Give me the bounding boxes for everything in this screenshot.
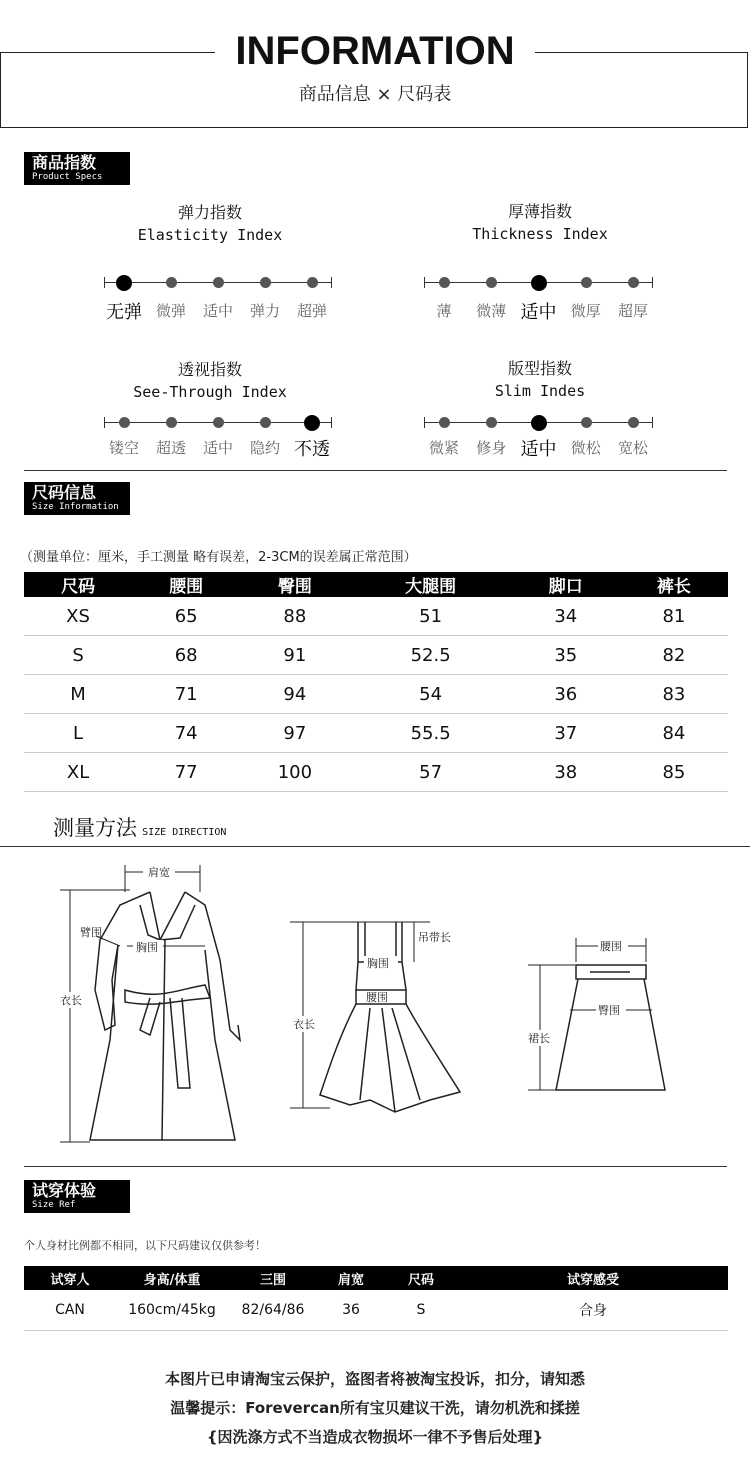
scale-label: 超厚 bbox=[617, 302, 648, 320]
scale-dot bbox=[439, 277, 450, 288]
size-cell: 88 bbox=[240, 597, 349, 636]
scale-dot-selected bbox=[531, 415, 547, 431]
scale-label: 无弹 bbox=[106, 302, 142, 323]
dress-illustration bbox=[320, 922, 460, 1112]
specs-tag-en: Product Specs bbox=[32, 172, 103, 182]
size-cell: 36 bbox=[512, 675, 620, 714]
size-cell: 94 bbox=[240, 675, 349, 714]
size-header-cell: 大腿围 bbox=[350, 572, 512, 597]
footer-line-1: 本图片已申请淘宝云保护，盗图者将被淘宝投诉，扣分，请知悉 bbox=[164, 1370, 585, 1388]
size-header-cell: 尺码 bbox=[24, 572, 132, 597]
index-title-en: See-Through Index bbox=[133, 383, 287, 401]
size-cell: XS bbox=[24, 597, 132, 636]
size-cell: 71 bbox=[132, 675, 240, 714]
scale-dot-selected bbox=[116, 275, 132, 291]
size-note: （测量单位：厘米，手工测量 略有误差，2-3CM的误差属正常范围） bbox=[20, 550, 417, 565]
page-subtitle: 商品信息 × 尺码表 bbox=[298, 84, 452, 105]
scale-dot bbox=[628, 277, 639, 288]
size-cell: 54 bbox=[350, 675, 512, 714]
method-title-en: SIZE DIRECTION bbox=[142, 827, 227, 838]
scale-dot bbox=[260, 277, 271, 288]
size-cell: XL bbox=[24, 753, 132, 792]
scale-label: 镂空 bbox=[108, 439, 139, 457]
size-tag-en: Size Information bbox=[32, 502, 119, 512]
scale-dot bbox=[119, 417, 130, 428]
index-title: 版型指数 bbox=[507, 359, 572, 378]
size-cell: 52.5 bbox=[350, 636, 512, 675]
size-cell: 38 bbox=[512, 753, 620, 792]
index-title: 厚薄指数 bbox=[507, 202, 572, 221]
tryon-table bbox=[24, 1266, 728, 1331]
footer-line-3: {因洗涤方式不当造成衣物损坏一律不予售后处理} bbox=[206, 1428, 544, 1446]
scale-label: 弹力 bbox=[249, 302, 280, 320]
scale-dot bbox=[213, 277, 224, 288]
size-cell: 35 bbox=[512, 636, 620, 675]
table-row bbox=[24, 714, 728, 753]
scale-label: 微紧 bbox=[428, 439, 459, 457]
measurement-diagram bbox=[0, 850, 750, 1160]
tryon-header-cell: 肩宽 bbox=[318, 1266, 384, 1290]
scale-label: 微松 bbox=[570, 439, 601, 457]
size-cell: 84 bbox=[620, 714, 728, 753]
label-dress-strap: 吊带长 bbox=[418, 931, 451, 944]
scale-dot bbox=[581, 277, 592, 288]
scale-dot bbox=[166, 277, 177, 288]
scale-label: 宽松 bbox=[617, 439, 648, 457]
label-dress-chest: 胸围 bbox=[367, 957, 389, 970]
size-cell: 37 bbox=[512, 714, 620, 753]
scale-label: 修身 bbox=[476, 439, 507, 457]
label-skirt-waist: 腰围 bbox=[600, 940, 622, 953]
size-cell: 91 bbox=[240, 636, 349, 675]
scale-label: 微厚 bbox=[570, 302, 601, 320]
tryon-cell: 合身 bbox=[458, 1290, 728, 1331]
label-skirt-length: 裙长 bbox=[528, 1032, 550, 1045]
scale-cap bbox=[331, 277, 332, 288]
skirt-illustration bbox=[556, 965, 665, 1090]
label-coat-length: 衣长 bbox=[60, 994, 82, 1007]
index-scale bbox=[104, 413, 332, 433]
index-scale bbox=[424, 413, 653, 433]
index-scale bbox=[424, 273, 653, 293]
size-cell: 51 bbox=[350, 597, 512, 636]
table-row bbox=[24, 636, 728, 675]
scale-label: 适中 bbox=[520, 302, 557, 323]
size-cell: 97 bbox=[240, 714, 349, 753]
tryon-cell: CAN bbox=[24, 1290, 116, 1331]
size-cell: 81 bbox=[620, 597, 728, 636]
scale-label: 适中 bbox=[202, 439, 233, 457]
scale-cap bbox=[424, 417, 425, 428]
index-title: 弹力指数 bbox=[177, 203, 242, 222]
scale-dot bbox=[166, 417, 177, 428]
coat-illustration bbox=[90, 892, 240, 1140]
size-tag bbox=[24, 482, 130, 515]
tryon-header-cell: 三围 bbox=[228, 1266, 318, 1290]
scale-dot bbox=[628, 417, 639, 428]
size-tag-cn: 尺码信息 bbox=[32, 483, 97, 502]
tryon-cell: S bbox=[384, 1290, 458, 1331]
index-scale bbox=[104, 273, 332, 293]
scale-label: 微弹 bbox=[155, 302, 186, 320]
scale-cap bbox=[331, 417, 332, 428]
size-cell: 83 bbox=[620, 675, 728, 714]
index-title: 透视指数 bbox=[177, 360, 242, 379]
size-cell: 85 bbox=[620, 753, 728, 792]
footer-line-2: 温馨提示：Forevercan所有宝贝建议干洗，请勿机洗和揉搓 bbox=[170, 1399, 580, 1417]
scale-dot-selected bbox=[531, 275, 547, 291]
index-title-en: Elasticity Index bbox=[137, 226, 283, 244]
size-cell: 74 bbox=[132, 714, 240, 753]
label-coat-chest: 胸围 bbox=[136, 941, 158, 954]
scale-dot-selected bbox=[304, 415, 320, 431]
scale-label: 适中 bbox=[202, 302, 233, 320]
tryon-tag bbox=[24, 1180, 130, 1213]
label-dress-length: 衣长 bbox=[293, 1018, 315, 1031]
tryon-header-cell: 尺码 bbox=[384, 1266, 458, 1290]
scale-label: 薄 bbox=[436, 302, 452, 320]
divider bbox=[24, 1166, 727, 1167]
size-cell: 82 bbox=[620, 636, 728, 675]
label-coat-shoulder: 肩宽 bbox=[148, 866, 170, 879]
scale-dot bbox=[439, 417, 450, 428]
scale-dot bbox=[581, 417, 592, 428]
tryon-header-cell: 试穿感受 bbox=[458, 1266, 728, 1290]
scale-cap bbox=[652, 417, 653, 428]
table-row bbox=[24, 1290, 728, 1331]
label-coat-arm: 臂围 bbox=[80, 926, 102, 939]
scale-label: 超弹 bbox=[296, 302, 327, 320]
size-cell: 77 bbox=[132, 753, 240, 792]
label-dress-waist: 腰围 bbox=[366, 991, 388, 1004]
size-header-cell: 臀围 bbox=[240, 572, 349, 597]
size-cell: M bbox=[24, 675, 132, 714]
specs-tag-cn: 商品指数 bbox=[32, 153, 97, 172]
scale-label: 超透 bbox=[155, 439, 186, 457]
scale-cap bbox=[104, 417, 105, 428]
tryon-table-header bbox=[24, 1266, 728, 1290]
scale-dot bbox=[307, 277, 318, 288]
tryon-cell: 160cm/45kg bbox=[116, 1290, 228, 1331]
index-title-en: Thickness Index bbox=[472, 225, 608, 243]
method-title bbox=[53, 812, 226, 842]
size-header-cell: 脚口 bbox=[512, 572, 620, 597]
scale-dot bbox=[486, 417, 497, 428]
tryon-cell: 82/64/86 bbox=[228, 1290, 318, 1331]
size-cell: 100 bbox=[240, 753, 349, 792]
divider bbox=[24, 470, 727, 471]
tryon-note: 个人身材比例都不相同，以下尺码建议仅供参考！ bbox=[24, 1239, 266, 1252]
scale-cap bbox=[652, 277, 653, 288]
tryon-tag-en: Size Ref bbox=[32, 1200, 76, 1210]
specs-tag bbox=[24, 152, 130, 185]
size-cell: 68 bbox=[132, 636, 240, 675]
scale-label: 微薄 bbox=[476, 302, 507, 320]
size-header-cell: 腰围 bbox=[132, 572, 240, 597]
scale-label: 隐约 bbox=[249, 439, 280, 457]
tryon-header-cell: 身高/体重 bbox=[116, 1266, 228, 1290]
scale-label: 不透 bbox=[294, 439, 330, 460]
page-title: INFORMATION bbox=[215, 28, 535, 74]
scale-dot bbox=[486, 277, 497, 288]
size-cell: 55.5 bbox=[350, 714, 512, 753]
size-cell: 65 bbox=[132, 597, 240, 636]
scale-dot bbox=[260, 417, 271, 428]
tryon-tag-cn: 试穿体验 bbox=[32, 1181, 97, 1200]
size-table-header bbox=[24, 572, 728, 597]
scale-cap bbox=[424, 277, 425, 288]
table-row bbox=[24, 675, 728, 714]
divider bbox=[0, 846, 750, 847]
size-header-cell: 裤长 bbox=[620, 572, 728, 597]
tryon-header-cell: 试穿人 bbox=[24, 1266, 116, 1290]
size-cell: S bbox=[24, 636, 132, 675]
size-cell: 57 bbox=[350, 753, 512, 792]
label-skirt-hip: 臀围 bbox=[598, 1004, 620, 1017]
scale-dot bbox=[213, 417, 224, 428]
table-row bbox=[24, 753, 728, 792]
scale-cap bbox=[104, 277, 105, 288]
table-row bbox=[24, 597, 728, 636]
size-cell: 34 bbox=[512, 597, 620, 636]
index-title-en: Slim Indes bbox=[494, 382, 586, 400]
scale-label: 适中 bbox=[520, 439, 557, 460]
size-cell: L bbox=[24, 714, 132, 753]
size-table bbox=[24, 572, 728, 792]
tryon-cell: 36 bbox=[318, 1290, 384, 1331]
method-title-cn: 测量方法 bbox=[53, 816, 137, 840]
